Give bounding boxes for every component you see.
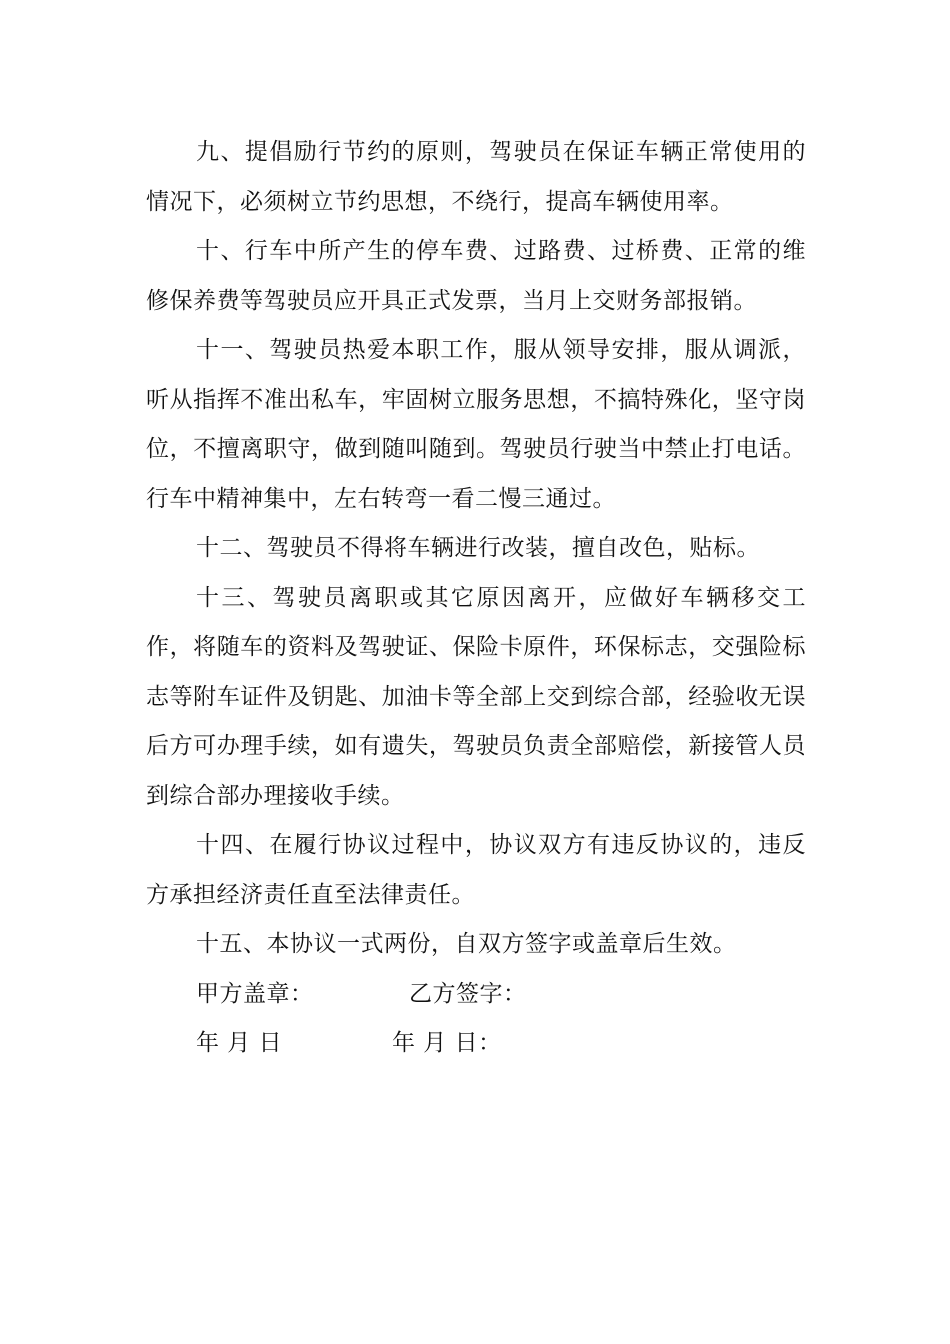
clause-13: 十三、驾驶员离职或其它原因离开，应做好车辆移交工作，将随车的资料及驾驶证、保险卡原件，环保标志，交强险标志等附车证件及钥匙、加油卡等全部上交到综合部，经验收无误后方可办理手续，如有遗失，驾驶员负责全部赔偿，新接管人员到综合部办理接收手续。 — [146, 584, 806, 809]
clause-11: 十一、驾驶员热爱本职工作，服从领导安排，服从调派，听从指挥不准出私车，牢固树立服务思想，不搞特殊化，坚守岗位，不擅离职守，做到随叫随到。驾驶员行驶当中禁止打电话。行车中精神集中，左右转弯一看二慢三通过。 — [146, 337, 806, 512]
document-body — [146, 128, 806, 1069]
clause-12: 十二、驾驶员不得将车辆进行改装，擅自改色，贴标。 — [196, 535, 760, 561]
party-b-signature-label: 乙方签字： — [409, 980, 527, 1007]
party-a-seal-label: 甲方盖章： — [196, 980, 314, 1007]
clause-9: 九、提倡励行节约的原则，驾驶员在保证车辆正常使用的情况下，必须树立节约思想，不绕行，提高车辆使用率。 — [146, 139, 806, 215]
party-b-date: 年 月 日： — [392, 1030, 502, 1056]
clause-15: 十五、本协议一式两份，自双方签字或盖章后生效。 — [196, 931, 737, 957]
clause-10: 十、行车中所产生的停车费、过路费、过桥费、正常的维修保养费等驾驶员应开具正式发票，当月上交财务部报销。 — [146, 238, 806, 314]
clause-14: 十四、在履行协议过程中，协议双方有违反协议的，违反方承担经济责任直至法律责任。 — [146, 832, 806, 908]
party-a-date: 年 月 日 — [196, 1030, 283, 1056]
signature-row — [146, 970, 806, 1020]
date-row — [146, 1019, 806, 1069]
